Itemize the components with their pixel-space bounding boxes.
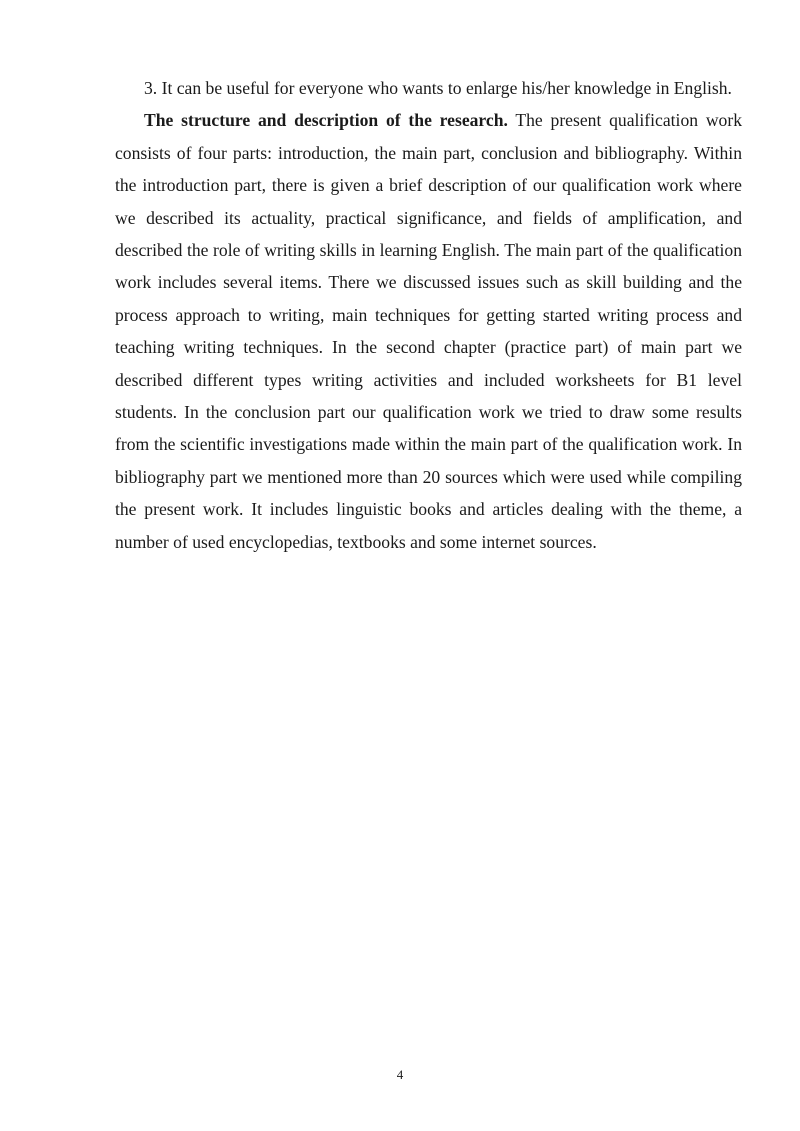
paragraph-heading: The structure and description of the research. — [144, 110, 508, 131]
paragraph-structure — [115, 104, 742, 558]
body-text — [115, 72, 742, 558]
paragraph-list-item-3 — [115, 72, 742, 104]
page-number: 4 — [396, 1067, 404, 1082]
paragraph-text: 3. It can be useful for everyone who wants to enlarge his/her knowledge in English. — [144, 78, 732, 98]
paragraph-text: The present qualification work consists of four parts: introduction, the main part, conclusion and bibliography. Within the introduction part, there is given a brief description of our qualification work where we described its actuality, practical significance, and fields of amplification, and described the role of writing skills in learning English. The main part of the qualification work includes several items. There we discussed issues such as skill building and the process approach to writing, main techniques for getting started writing process and teaching writing techniques. In the second chapter (practice part) of main part we described different types writing activities and included worksheets for B1 level students. In the conclusion part our qualification work we tried to draw some results from the scientific investigations made within the main part of the qualification work. In bibliography part we mentioned more than 20 sources which were used while compiling the present work. It includes linguistic books and articles dealing with the theme, a number of used encyclopedias, textbooks and some internet sources. — [115, 110, 742, 552]
